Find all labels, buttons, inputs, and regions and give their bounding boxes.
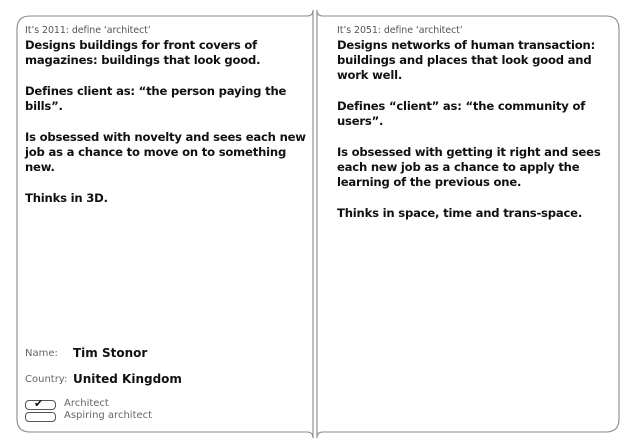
name-label: Name: bbox=[25, 348, 58, 359]
option-label: Aspiring architect bbox=[64, 410, 153, 421]
country-label: Country: bbox=[25, 374, 68, 385]
checkbox[interactable] bbox=[25, 397, 56, 410]
right-statement-4: Thinks in space, time and trans-space. bbox=[337, 206, 583, 220]
left-header: It’s 2011: define ‘architect’ bbox=[25, 25, 151, 36]
left-statement-4: Thinks in 3D. bbox=[25, 191, 108, 205]
respondent-info bbox=[25, 346, 307, 398]
right-header: It’s 2051: define ‘architect’ bbox=[337, 25, 463, 36]
country-value: United Kingdom bbox=[73, 372, 182, 386]
checkbox[interactable] bbox=[25, 412, 56, 422]
left-statement-2: Defines client as: “the person paying the bills”. bbox=[25, 84, 287, 113]
right-panel bbox=[337, 25, 613, 237]
left-statement-1: Designs buildings for front covers of magazines: buildings that look good. bbox=[25, 38, 261, 67]
check-icon: ✔ bbox=[34, 397, 44, 410]
name-value: Tim Stonor bbox=[73, 346, 148, 360]
left-statement-3: Is obsessed with novelty and sees each new job as a chance to move on to something new. bbox=[25, 130, 306, 174]
right-statement-1: Designs networks of human transaction: buildings and places that look good and work well. bbox=[337, 38, 596, 82]
option-label: Architect bbox=[64, 398, 109, 409]
right-statement-2: Defines “client” as: “the community of users”. bbox=[337, 99, 586, 128]
name-row bbox=[25, 346, 307, 372]
country-row bbox=[25, 372, 307, 398]
left-panel bbox=[25, 25, 307, 222]
right-statement-3: Is obsessed with getting it right and sees each new job as a chance to apply the learning of the previous one. bbox=[337, 145, 601, 189]
